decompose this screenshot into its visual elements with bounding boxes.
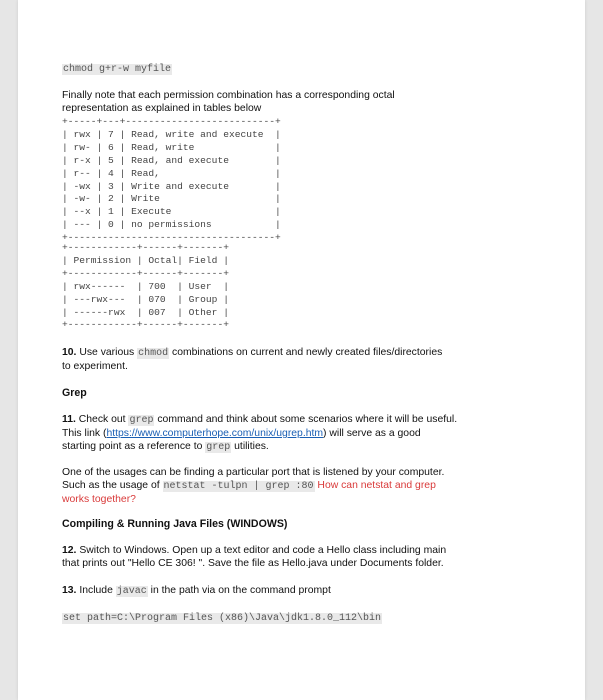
permission-table: +-----+---+--------------------------+ | rwx | 7 | Read, write and execute | | rw- | 6 | Read, write | | r-x | 5 | Read, and execute | | r-- | 4 | Read, | | -wx | 3 | Write and execute | | -w- | 2 | Write | | --x | 1 | Execute | | --- | 0 | no permissions | +------------------------------------+ (62, 116, 281, 244)
code-netstat-grep: netstat -tulpn | grep :80 (163, 481, 314, 492)
step-11 (62, 413, 510, 454)
usage-line-1: One of the usages can be finding a particular port that is listened by your computer. (62, 467, 445, 478)
step-12-text-a: Switch to Windows. Open up a text editor and code a Hello class including main (76, 545, 447, 556)
step-11-text-d: ) will serve as a good (323, 428, 421, 439)
step-13 (62, 584, 510, 598)
java-heading: Compiling & Running Java Files (WINDOWS) (62, 518, 288, 530)
step-10-text-a: Use various (76, 347, 138, 358)
step-12 (62, 544, 510, 570)
chmod-example-command (62, 62, 510, 76)
code-chmod: chmod (138, 348, 169, 359)
grep-heading: Grep (62, 387, 87, 399)
netstat-usage-paragraph (62, 466, 510, 506)
octal-table: +------------+------+-------+ | Permission | Octal| Field | +------------+------+-------+ | rwx------ | 700 | User | | ---rwx--- | 070 | Group | | ------rwx | 007 | Other | +------------+------+-------+ (62, 242, 229, 331)
octal-intro-paragraph (62, 89, 510, 115)
step-13-text-a: Include (76, 585, 116, 596)
question-text-a: How can netstat and grep (314, 480, 436, 491)
step-12-number: 12. (62, 545, 77, 556)
step-13-number: 13. (62, 585, 77, 596)
code-javac: javac (116, 586, 147, 597)
question-text-b: works together? (62, 494, 136, 505)
step-11-text-a: Check out (75, 414, 129, 425)
step-11-text-c: This link ( (62, 428, 107, 439)
computerhope-link[interactable]: https://www.computerhope.com/unix/ugrep.htm (106, 428, 324, 439)
set-path-command (62, 611, 510, 625)
step-12-text-b: that prints out "Hello CE 306! ". Save the file as Hello.java under Documents folder. (62, 558, 444, 569)
step-10-text-b: combinations on current and newly created files/directories (169, 347, 443, 358)
step-11-text-f: utilities. (231, 441, 269, 452)
step-11-text-b: command and think about some scenarios where it will be useful. (154, 414, 458, 425)
step-10-text-c: to experiment. (62, 361, 128, 372)
intro-line-2: representation as explained in tables below (62, 103, 262, 114)
step-11-text-e: starting point as a reference to (62, 441, 206, 452)
step-10-number: 10. (62, 347, 77, 358)
code-set-path: set path=C:\Program Files (x86)\Java\jdk1.8.0_112\bin (63, 613, 382, 624)
code-grep: grep (129, 415, 154, 426)
step-10 (62, 346, 510, 373)
usage-line-2: Such as the usage of (62, 480, 163, 491)
code-chmod-example: chmod g+r-w myfile (63, 64, 172, 75)
step-13-text-b: in the path via on the command prompt (147, 585, 331, 596)
step-11-number: 11. (62, 414, 76, 425)
code-grep-2: grep (206, 442, 231, 453)
intro-line-1: Finally note that each permission combination has a corresponding octal (62, 90, 395, 101)
